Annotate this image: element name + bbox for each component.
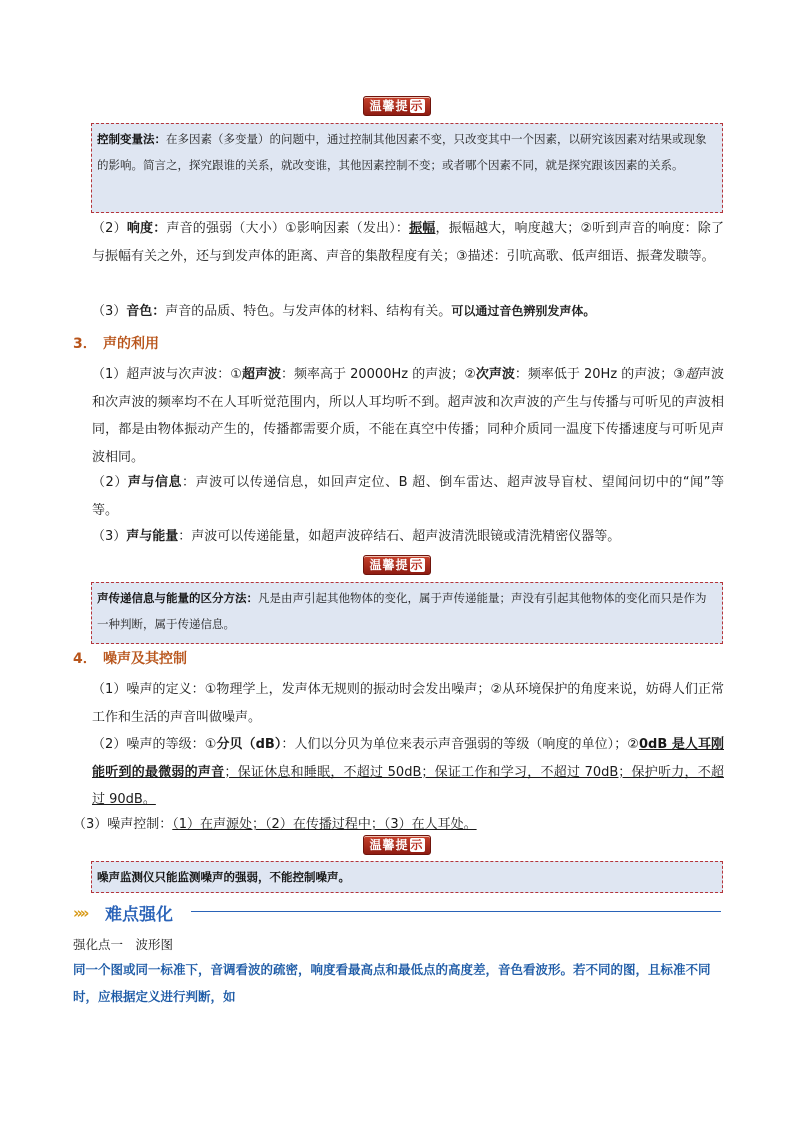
loudness-text-2: ，振幅越大，响度越大；②听到声音的响度：除了与振幅有关之外，还与到发声体的距离、声音的集散程度有关；③描述：引吭高歌、低声细语、振聋发聩等。 xyxy=(92,221,724,264)
section-3-title: 声的利用 xyxy=(103,336,159,352)
strengthen-title-text: 强化点一 波形图 xyxy=(73,937,174,952)
noise-level-bold-2: 0dB 是人耳刚能听到的最微弱的声音 xyxy=(92,737,724,780)
tip-badge-1-wrap xyxy=(0,95,794,116)
noise-level-bold-1: 分贝（dB） xyxy=(216,737,282,752)
tip-badge-3-wrap xyxy=(0,834,794,855)
ultra-prefix: （1） xyxy=(92,367,127,382)
tip-badge-text: 温馨提 xyxy=(369,838,409,852)
ultra-text-3: 声波和次声波的频率均不在人耳听觉范围内，所以人耳均听不到。超声波和次声波的产生与传播与可听见的声波相同，都是由物体振动产生的，传播都需要介质，不能在真空中传播；同种介质同一温度下传播速度与可听见声波相同。 xyxy=(92,367,724,465)
paragraph-timbre xyxy=(92,298,724,326)
tip-badge-2 xyxy=(363,555,430,575)
loudness-label: 响度： xyxy=(126,221,167,236)
tip-badge-1 xyxy=(363,96,430,116)
tip-badge-end: 示 xyxy=(410,558,424,572)
section-4-number: 4． xyxy=(73,651,97,667)
tip-box-control-variable xyxy=(91,123,723,213)
header-rule xyxy=(191,911,721,912)
noise-ctrl-underline: （1）在声源处；（2）在传播过程中；（3）在人耳处。 xyxy=(172,817,477,832)
ultra-text-2: ：频率低于 20Hz 的声波；③ xyxy=(514,367,685,382)
tip-badge-3 xyxy=(363,835,430,855)
energy-text: ：声波可以传递能量，如超声波碎结石、超声波清洗眼镜或清洗精密仪器等。 xyxy=(178,529,621,544)
info-prefix: （2） xyxy=(92,475,128,490)
section-3-number: 3． xyxy=(73,336,97,352)
paragraph-noise-definition xyxy=(92,676,724,731)
tip-badge-end: 示 xyxy=(410,838,424,852)
tip3-text: 噪声监测仪只能监测噪声的强弱，不能控制噪声。 xyxy=(97,870,350,884)
section-3-heading xyxy=(73,333,159,353)
noise-ctrl-text-0: （3）噪声控制： xyxy=(73,817,173,832)
info-text: ：声波可以传递信息，如回声定位、B 超、倒车雷达、超声波导盲杖、望闻问切中的“闻”等等。 xyxy=(92,475,724,518)
tip1-text: 在多因素（多变量）的问题中，通过控制其他因素不变，只改变其中一个因素，以研究该因素对结果或现象的影响。简言之，探究跟谁的关系，就改变谁，其他因素控制不变；或者哪个因素不同，就是探究跟该因素的关系。 xyxy=(97,132,707,172)
difficulty-header xyxy=(73,900,723,926)
tip-badge-text: 温馨提 xyxy=(369,99,409,113)
ultra-text-1: ：频率高于 20000Hz 的声波；② xyxy=(280,367,476,382)
strengthen-point-title xyxy=(73,935,173,953)
paragraph-loudness xyxy=(92,215,724,270)
paragraph-waveform xyxy=(73,956,723,1010)
paragraph-noise-level xyxy=(92,731,724,814)
loudness-prefix: （2） xyxy=(92,221,127,236)
tip2-label: 声传递信息与能量的区分方法： xyxy=(97,591,258,605)
noise-level-text-1: ：人们以分贝为单位来表示声音强弱的等级（响度的单位）；② xyxy=(281,737,639,752)
section-4-title: 噪声及其控制 xyxy=(103,651,187,667)
tip-box-info-energy xyxy=(91,582,723,644)
info-label: 声与信息 xyxy=(127,475,183,490)
energy-prefix: （3） xyxy=(92,529,127,544)
double-chevron-icon: »» xyxy=(73,904,87,922)
section-4-heading xyxy=(73,648,187,668)
timbre-text-2: 可以通过音色辨别发声体。 xyxy=(451,304,596,318)
noise-level-underline: ；保证休息和睡眠，不超过 50dB；保证工作和学习，不超过 70dB；保护听力，不超过 90dB。 xyxy=(92,764,724,807)
ultra-italic: 超 xyxy=(684,367,698,382)
ultra-bold-1: 超声波 xyxy=(241,367,281,382)
tip1-label: 控制变量法： xyxy=(97,132,166,146)
ultra-text-0: 超声波与次声波：① xyxy=(126,367,242,382)
timbre-label: 音色： xyxy=(126,304,166,319)
paragraph-sound-energy xyxy=(92,523,724,551)
tip-badge-end: 示 xyxy=(410,99,424,113)
ultra-bold-2: 次声波 xyxy=(475,367,515,382)
waveform-text: 同一个图或同一标准下，音调看波的疏密，响度看最高点和最低点的高度差，音色看波形。若不同的图，且标准不同时，应根据定义进行判断，如 xyxy=(73,962,711,1004)
difficulty-title: 难点强化 xyxy=(105,905,173,925)
tip2-text: 凡是由声引起其他物体的变化，属于声传递能量；声没有引起其他物体的变化而只是作为一种判断，属于传递信息。 xyxy=(97,591,707,631)
loudness-underline: 振幅 xyxy=(409,221,436,236)
tip-badge-2-wrap xyxy=(0,554,794,575)
paragraph-sound-info xyxy=(92,469,724,524)
timbre-text-1: 声音的品质、特色。与发声体的材料、结构有关。 xyxy=(165,304,452,319)
noise-level-text-0: （2）噪声的等级：① xyxy=(92,737,217,752)
timbre-prefix: （3） xyxy=(92,304,127,319)
energy-label: 声与能量 xyxy=(126,529,179,544)
tip-box-noise-monitor xyxy=(91,861,723,893)
loudness-text-1: 声音的强弱（大小）①影响因素（发出）： xyxy=(166,221,410,236)
tip-badge-text: 温馨提 xyxy=(369,558,409,572)
paragraph-ultrasound xyxy=(92,361,724,471)
noise-def-text: （1）噪声的定义：①物理学上，发声体无规则的振动时会发出噪声；②从环境保护的角度来说，妨碍人们正常工作和生活的声音叫做噪声。 xyxy=(92,682,724,725)
